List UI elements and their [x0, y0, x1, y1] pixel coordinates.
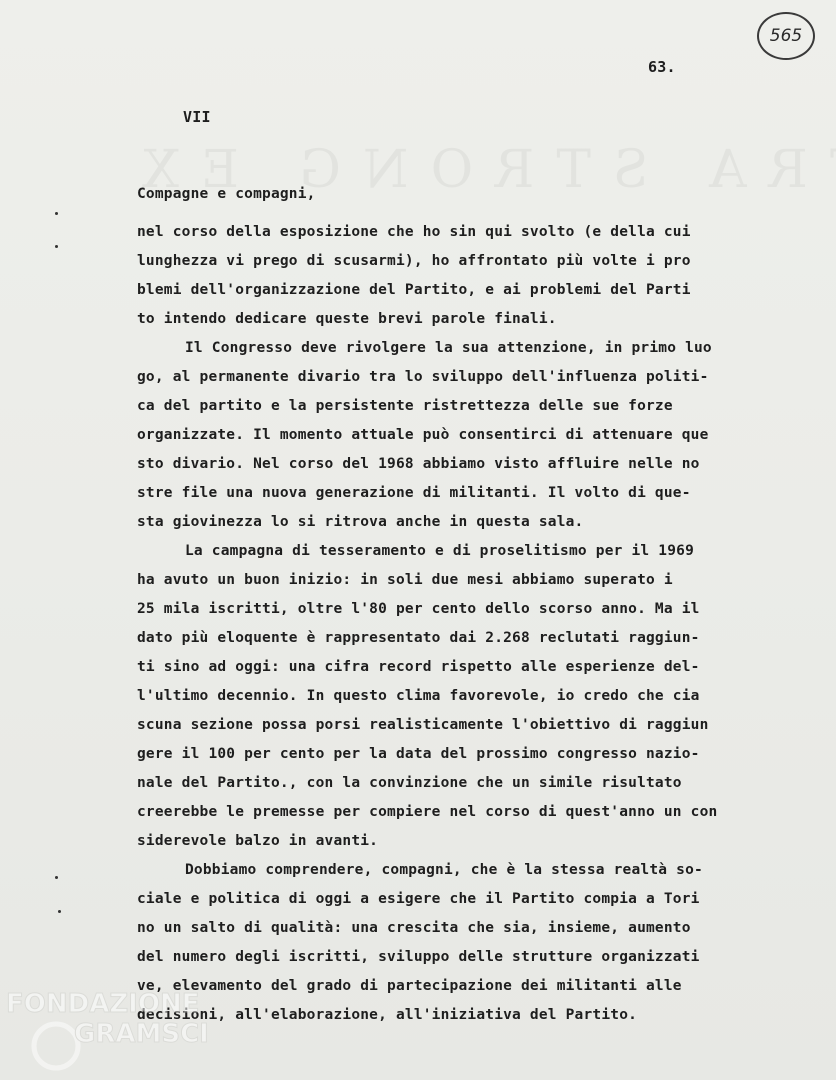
text-line: no un salto di qualità: una crescita che sia, insieme, aumento — [137, 920, 691, 936]
margin-mark — [55, 876, 58, 879]
text-line: creerebbe le premesse per compiere nel corso di quest'anno un con — [137, 804, 718, 820]
watermark-ring — [34, 1024, 78, 1068]
margin-mark — [58, 910, 61, 913]
text-line: decisioni, all'elaborazione, all'iniziativa del Partito. — [137, 1007, 638, 1023]
body-text — [137, 218, 777, 1030]
text-line: ha avuto un buon inizio: in soli due mesi abbiamo superato i — [137, 572, 673, 588]
text-line: sto divario. Nel corso del 1968 abbiamo visto affluire nelle no — [137, 456, 700, 472]
watermark-line1: FONDAZIONE — [6, 989, 200, 1019]
salutation: Compagne e compagni, — [137, 186, 316, 202]
text-line: ti sino ad oggi: una cifra record rispetto alle esperienze del- — [137, 659, 700, 675]
text-line: ciale e politica di oggi a esigere che il Partito compia a Tori — [137, 891, 700, 907]
text-line: gere il 100 per cento per la data del prossimo congresso nazio- — [137, 746, 700, 762]
text-line: blemi dell'organizzazione del Partito, e ai problemi del Parti — [137, 282, 691, 298]
text-line: scuna sezione possa porsi realisticamente l'obiettivo di raggiun — [137, 717, 709, 733]
text-line: ca del partito e la persistente ristrettezza delle sue forze — [137, 398, 673, 414]
text-line: La campagna di tesseramento e di proselitismo per il 1969 — [185, 543, 694, 559]
text-line: nale del Partito., con la convinzione che un simile risultato — [137, 775, 682, 791]
text-line: 25 mila iscritti, oltre l'80 per cento dello scorso anno. Ma il — [137, 601, 700, 617]
archive-stamp — [757, 12, 815, 60]
watermark-line2: GRAMSCI — [74, 1019, 209, 1049]
text-line: stre file una nuova generazione di militanti. Il volto di que- — [137, 485, 691, 501]
margin-mark — [55, 212, 58, 215]
text-line: lunghezza vi prego di scusarmi), ho affrontato più volte i pro — [137, 253, 691, 269]
text-line: sta giovinezza lo si ritrova anche in questa sala. — [137, 514, 584, 530]
page-number: 63. — [648, 58, 676, 76]
text-line: siderevole balzo in avanti. — [137, 833, 379, 849]
text-line: to intendo dedicare queste brevi parole finali. — [137, 311, 557, 327]
text-line: organizzate. Il momento attuale può consentirci di attenuare que — [137, 427, 709, 443]
section-number: VII — [183, 108, 211, 126]
text-line: l'ultimo decennio. In questo clima favorevole, io credo che cia — [137, 688, 700, 704]
text-line: Il Congresso deve rivolgere la sua attenzione, in primo luo — [185, 340, 712, 356]
text-line: go, al permanente divario tra lo sviluppo dell'influenza politi- — [137, 369, 709, 385]
archive-stamp-number: 565 — [769, 26, 803, 46]
text-line: nel corso della esposizione che ho sin qui svolto (e della cui — [137, 224, 691, 240]
text-line: del numero degli iscritti, sviluppo delle strutture organizzati — [137, 949, 700, 965]
text-line: ve, elevamento del grado di partecipazione dei militanti alle — [137, 978, 682, 994]
text-line: dato più eloquente è rappresentato dai 2.268 reclutati raggiun- — [137, 630, 700, 646]
text-line: Dobbiamo comprendere, compagni, che è la stessa realtà so- — [185, 862, 703, 878]
watermark-logo — [4, 986, 224, 1076]
margin-mark — [55, 245, 58, 248]
